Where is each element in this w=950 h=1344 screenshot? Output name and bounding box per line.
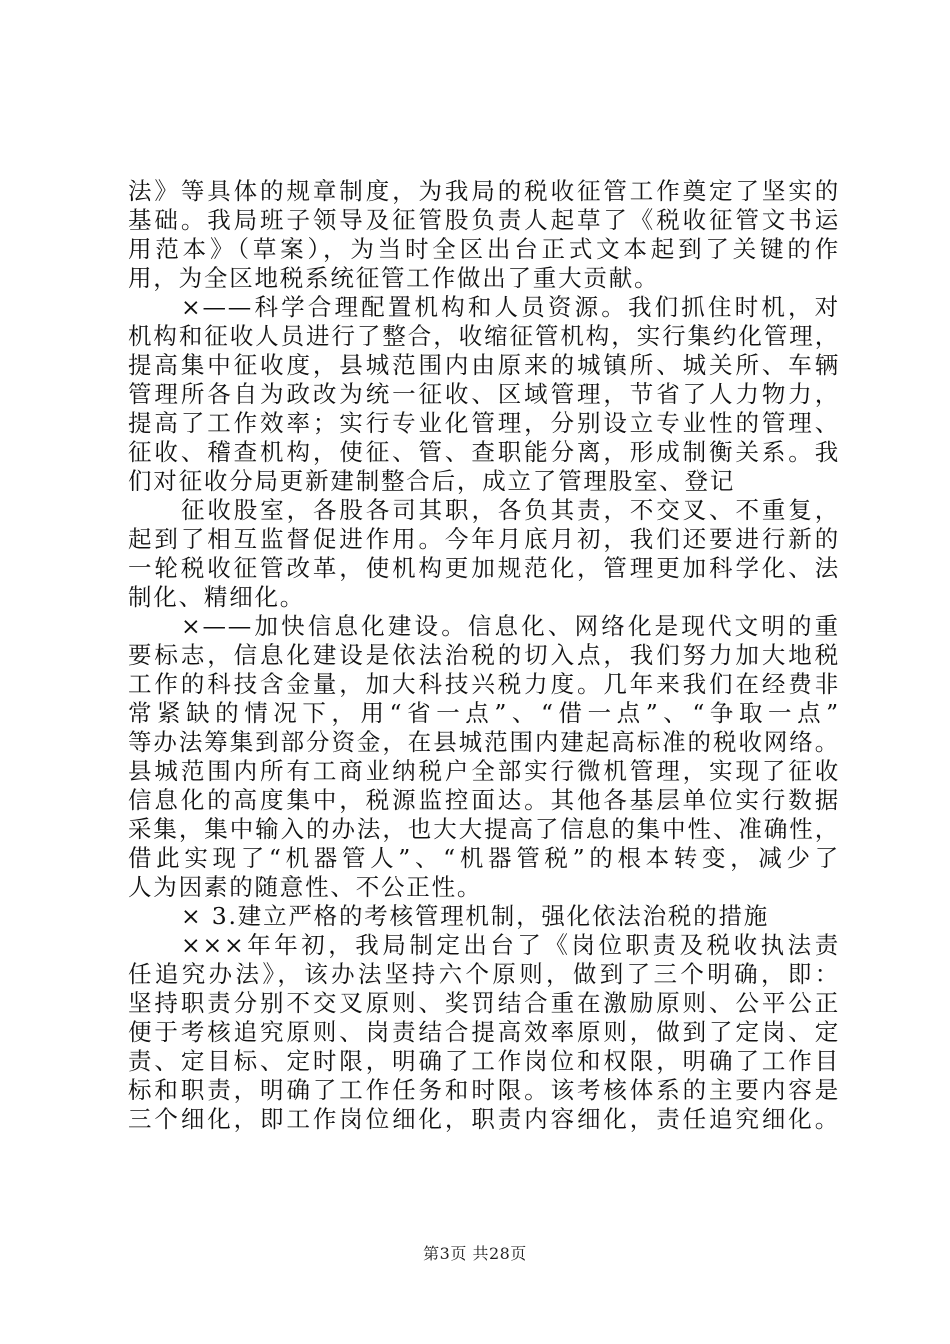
text-line: 常紧缺的情况下，用“省一点”、“借一点”、“争取一点” xyxy=(128,699,840,727)
text-line: ×——加快信息化建设。信息化、网络化是现代文明的重 xyxy=(181,612,840,640)
text-line: 任追究办法》，该办法坚持六个原则，做到了三个明确，即： xyxy=(128,960,840,988)
text-line: 征收、稽查机构，使征、管、查职能分离，形成制衡关系。我 xyxy=(128,438,840,466)
page-footer: 第3页 共28页 xyxy=(423,1244,527,1263)
text-line: ×××年年初，我局制定出台了《岗位职责及税收执法责 xyxy=(181,931,840,959)
text-line: 三个细化，即工作岗位细化，职责内容细化，责任追究细化。 xyxy=(128,1105,840,1133)
text-line: 工作的科技含金量，加大科技兴税力度。几年来我们在经费非 xyxy=(128,670,840,698)
text-line: 机构和征收人员进行了整合，收缩征管机构，实行集约化管理， xyxy=(128,322,840,350)
text-line: 便于考核追究原则、岗责结合提高效率原则，做到了定岗、定 xyxy=(128,1018,840,1046)
text-line: 用范本》（草案），为当时全区出台正式文本起到了关键的作 xyxy=(128,235,840,263)
text-line: 要标志，信息化建设是依法治税的切入点，我们努力加大地税 xyxy=(128,641,840,669)
body-text xyxy=(128,177,840,1134)
text-line: 坚持职责分别不交叉原则、奖罚结合重在激励原则、公平公正 xyxy=(128,989,840,1017)
text-line: 采集，集中输入的办法，也大大提高了信息的集中性、准确性， xyxy=(128,815,840,843)
text-line: 标和职责，明确了工作任务和时限。该考核体系的主要内容是 xyxy=(128,1076,840,1104)
text-line: 县城范围内所有工商业纳税户全部实行微机管理，实现了征收 xyxy=(128,757,840,785)
section-heading: × 3.建立严格的考核管理机制，强化依法治税的措施 xyxy=(181,902,770,930)
text-line: 起到了相互监督促进作用。今年月底月初，我们还要进行新的 xyxy=(128,525,840,553)
text-line: 提高了工作效率；实行专业化管理，分别设立专业性的管理、 xyxy=(128,409,840,437)
text-line: 们对征收分局更新建制整合后，成立了管理股室、登记 xyxy=(128,467,736,495)
text-line: 用，为全区地税系统征管工作做出了重大贡献。 xyxy=(128,264,660,292)
text-line: 提高集中征收度，县城范围内由原来的城镇所、城关所、车辆 xyxy=(128,351,840,379)
text-line: 借此实现了“机器管人”、“机器管税”的根本转变，减少了 xyxy=(128,844,840,872)
text-line: 法》等具体的规章制度，为我局的税收征管工作奠定了坚实的 xyxy=(128,177,840,205)
text-line: 制化、精细化。 xyxy=(128,583,306,611)
text-line: 基础。我局班子领导及征管股负责人起草了《税收征管文书运 xyxy=(128,206,840,234)
text-line: 征收股室，各股各司其职，各负其责，不交叉、不重复， xyxy=(181,496,840,524)
text-line: 人为因素的随意性、不公正性。 xyxy=(128,873,483,901)
text-line: 管理所各自为政改为统一征收、区域管理，节省了人力物力， xyxy=(128,380,840,408)
text-line: 信息化的高度集中，税源监控面达。其他各基层单位实行数据 xyxy=(128,786,840,814)
text-line: 等办法筹集到部分资金，在县城范围内建起高标准的税收网络。 xyxy=(128,728,840,756)
text-line: 责、定目标、定时限，明确了工作岗位和权限，明确了工作目 xyxy=(128,1047,840,1075)
text-line: 一轮税收征管改革，使机构更加规范化，管理更加科学化、法 xyxy=(128,554,840,582)
text-line: ×——科学合理配置机构和人员资源。我们抓住时机，对 xyxy=(181,293,840,321)
